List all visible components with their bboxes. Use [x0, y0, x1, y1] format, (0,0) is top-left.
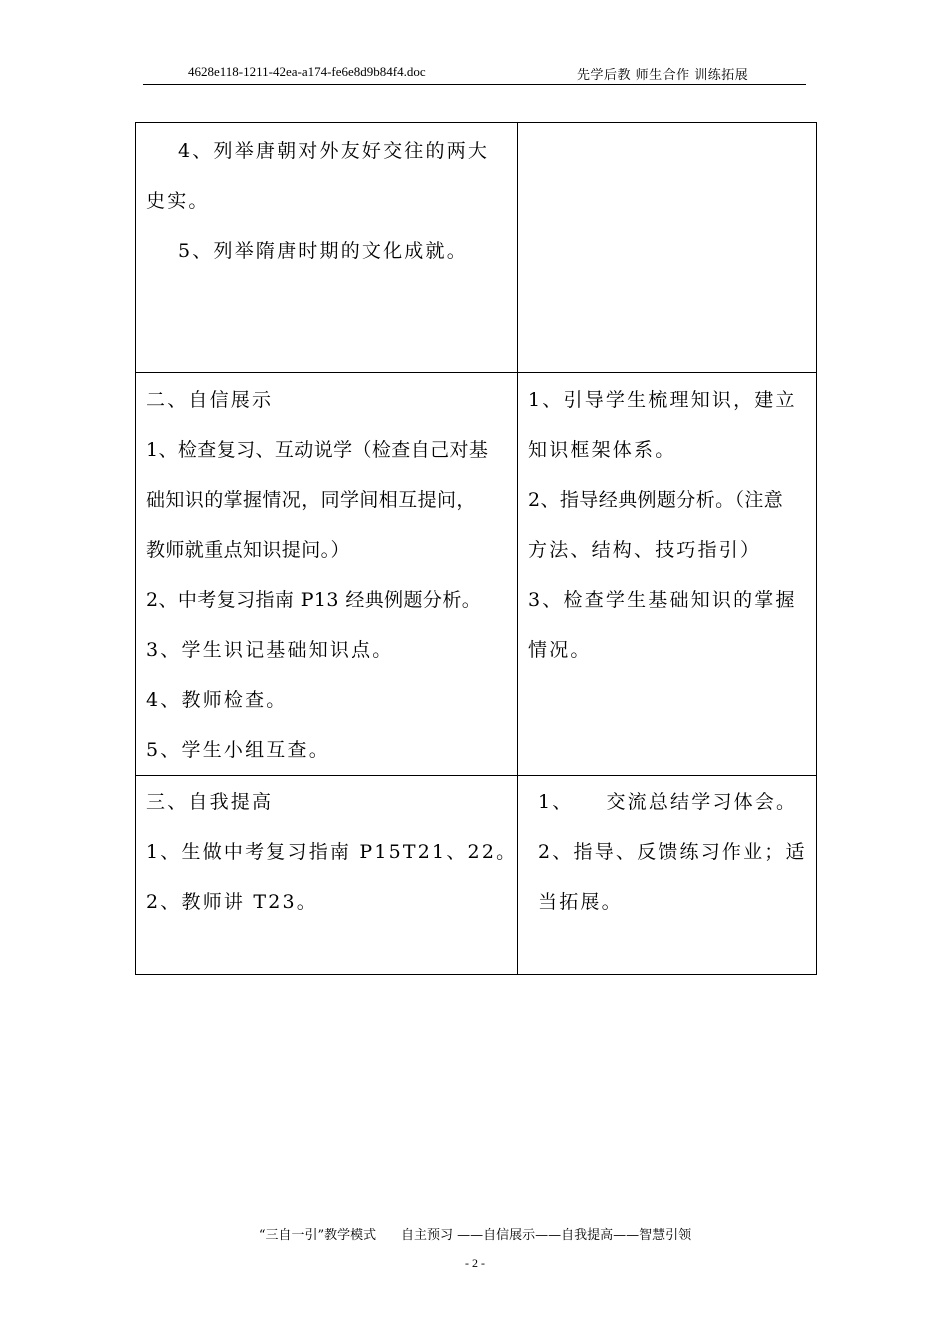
table-row [136, 123, 817, 373]
footer-text: “三自一引”教学模式 自主预习 ——自信展示——自我提高——智慧引领 [258, 1228, 692, 1243]
page-number: - 2 - [465, 1256, 485, 1270]
list-item: 教师就重点知识提问。） [146, 539, 350, 561]
section-heading: 二、自信展示 [146, 389, 274, 411]
table-cell [518, 776, 817, 975]
list-item: 5、学生小组互查。 [146, 739, 330, 761]
section-heading: 三、自我提高 [146, 791, 274, 813]
table-cell [136, 373, 518, 776]
list-item: 3、检查学生基础知识的掌握 [528, 589, 797, 611]
list-item: 情况。 [528, 639, 592, 661]
list-item: 当拓展。 [538, 891, 623, 913]
list-item: 2、教师讲 T23。 [146, 891, 318, 913]
list-item: 2、指导经典例题分析。（注意 [528, 489, 784, 511]
list-item: 础知识的掌握情况，同学间相互提问， [146, 489, 476, 511]
list-item: 史实。 [146, 190, 210, 212]
header-motto: 先学后教 师生合作 训练拓展 [577, 68, 749, 83]
list-item: 2、中考复习指南 P13 经典例题分析。 [146, 589, 482, 611]
table-cell [518, 373, 817, 776]
list-item: 1、检查复习、互动说学（检查自己对基 [146, 439, 489, 461]
list-item: 5、列举隋唐时期的文化成就。 [178, 240, 468, 262]
header-filename: 4628e118-1211-42ea-a174-fe6e8d9b84f4.doc [188, 64, 426, 79]
list-item: 1、生做中考复习指南 P15T21、22。 [146, 841, 518, 863]
table-row [136, 373, 817, 776]
table-cell-empty [518, 123, 817, 373]
list-item: 3、学生识记基础知识点。 [146, 639, 394, 661]
table-row [136, 776, 817, 975]
list-item: 2、指导、反馈练习作业；适 [538, 841, 807, 863]
list-item: 4、列举唐朝对外友好交往的两大 [178, 140, 490, 162]
list-item: 1、 交流总结学习体会。 [538, 791, 798, 813]
list-item: 知识框架体系。 [528, 439, 677, 461]
list-item: 方法、结构、技巧指引） [528, 539, 762, 561]
table-cell [136, 776, 518, 975]
lesson-table [135, 122, 817, 975]
table-cell [136, 123, 518, 373]
list-item: 1、引导学生梳理知识，建立 [528, 389, 797, 411]
header-rule [143, 84, 806, 85]
list-item: 4、教师检查。 [146, 689, 288, 711]
